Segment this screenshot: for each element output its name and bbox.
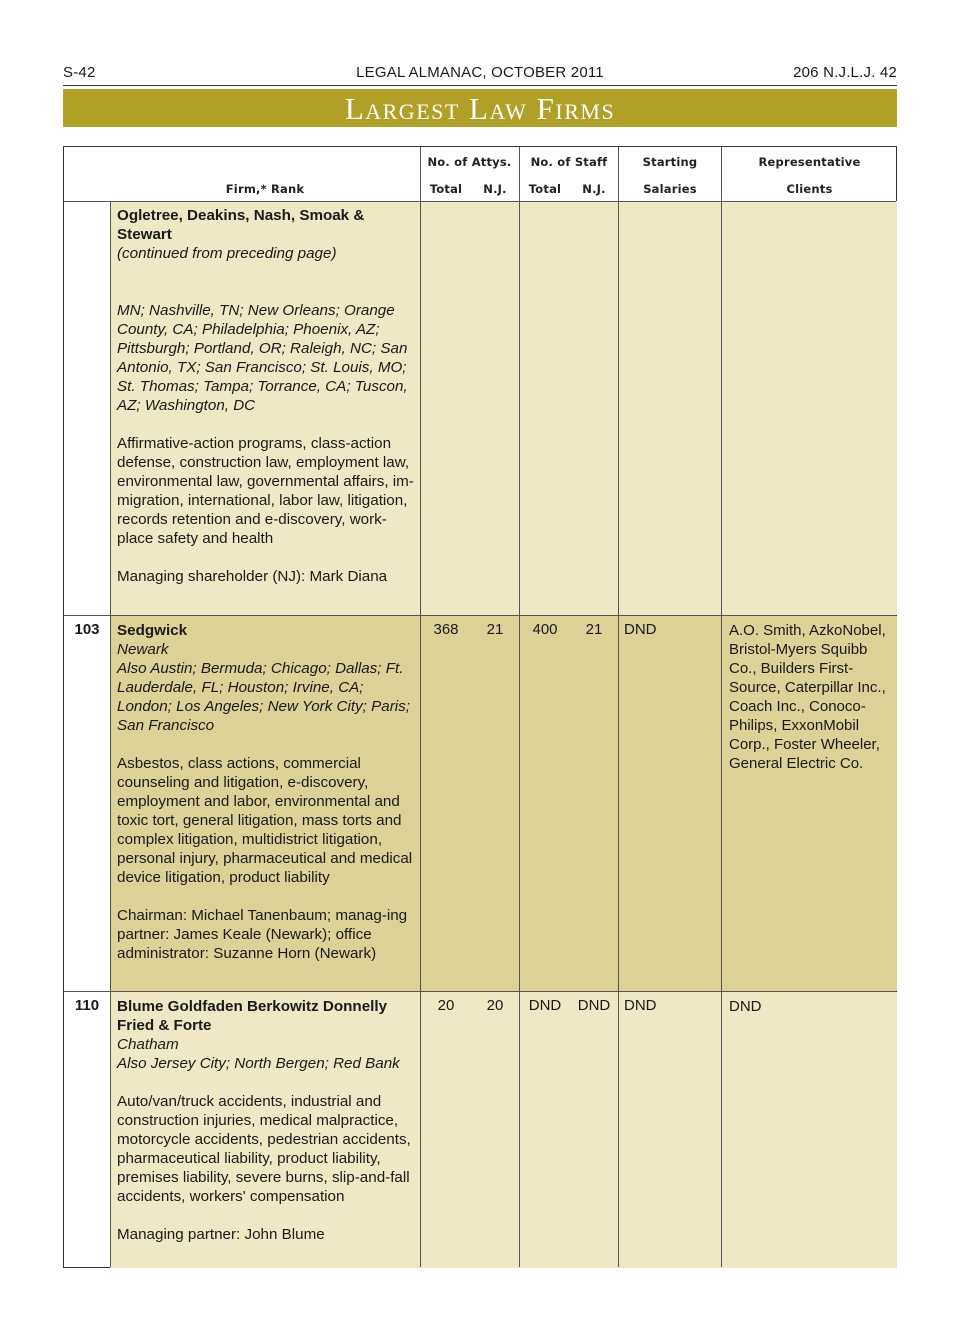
publication-title: LEGAL ALMANAC, OCTOBER 2011 [356, 64, 604, 81]
page-number-left: S-42 [63, 64, 96, 81]
col-divider [618, 147, 619, 1267]
staff-nj: 21 [585, 621, 603, 638]
firm-name: Ogletree, Deakins, Nash, Smoak & Stewart [117, 207, 365, 243]
attys-nj: 20 [486, 997, 504, 1014]
firm-offices: Also Jersey City; North Bergen; Red Bank [117, 1055, 400, 1072]
header-starting: Starting [642, 155, 698, 169]
header-attys-nj: N.J. [483, 182, 507, 196]
starting-salaries: DND [624, 997, 657, 1014]
row-divider [64, 615, 896, 616]
header-divider [64, 201, 896, 202]
firm-name: Blume Goldfaden Berkowitz Donnelly Fried & Forte [117, 998, 388, 1034]
row-divider [64, 991, 896, 992]
representative-clients: DND [729, 998, 762, 1015]
attys-total: 368 [433, 621, 459, 638]
header-firm-rank: Firm,* Rank [225, 182, 305, 196]
representative-clients: A.O. Smith, AzkoNobel, Bristol-Myers Squibb Co., Builders First-Source, Caterpillar Inc., Coach Inc., Conoco-Philips, ExxonMobil Corp., Foster Wheeler, General Electric Co. [729, 622, 886, 772]
header-rule [63, 85, 897, 86]
firm-headquarters: Chatham [117, 1036, 179, 1053]
firm-offices: MN; Nashville, TN; New Orleans; Orange County, CA; Philadelphia; Phoenix, AZ; Pittsburgh; Portland, OR; Raleigh, NC; San Antonio, TX; San Francisco; St. Louis, MO; St. Thomas; Tampa; Torrance, CA; Tuscon, AZ; Washington, DC [117, 302, 408, 414]
header-representative: Representative [758, 155, 861, 169]
firm-offices: Also Austin; Bermuda; Chicago; Dallas; Ft. Lauderdale, FL; Houston; Irvine, CA; London; Los Angeles; New York City; Paris; San Francisco [117, 660, 410, 734]
header-salaries: Salaries [643, 182, 697, 196]
firm-contacts: Managing shareholder (NJ): Mark Diana [117, 568, 388, 585]
firm-name: Sedgwick [117, 622, 188, 639]
firm-rank: 103 [74, 621, 100, 638]
header-staff-nj: N.J. [582, 182, 606, 196]
col-divider [519, 147, 520, 1267]
staff-total: 400 [532, 621, 558, 638]
attys-total: 20 [437, 997, 455, 1014]
page-number-right: 206 N.J.L.J. 42 [793, 64, 897, 81]
col-divider [721, 147, 722, 1267]
practice-areas: Affirmative-action programs, class-action defense, construction law, employment law, environmental law, governmental affairs, im-migration, international, labor law, litigation, records retention and e-discovery, work-place safety and health [117, 435, 414, 547]
practice-areas: Asbestos, class actions, commercial counseling and litigation, e-discovery, employment and labor, environmental and toxic tort, general litigation, mass torts and complex litigation, multidistrict litigation, personal injury, pharmaceutical and medical device litigation, product liability [117, 755, 413, 886]
firm-rank: 110 [74, 997, 100, 1014]
firm-headquarters: Newark [117, 641, 169, 658]
staff-nj: DND [577, 997, 611, 1014]
header-staff: No. of Staff [530, 155, 608, 169]
header-attys: No. of Attys. [427, 155, 512, 169]
running-header [63, 62, 897, 84]
firm-contacts: Managing partner: John Blume [117, 1226, 325, 1243]
col-divider [110, 201, 111, 1267]
section-banner: Largest Law Firms [63, 89, 897, 127]
attys-nj: 21 [486, 621, 504, 638]
col-divider [420, 147, 421, 1267]
firm-cell [117, 621, 419, 963]
header-attys-total: Total [429, 182, 463, 196]
practice-areas: Auto/van/truck accidents, industrial and construction injuries, medical malpractice, motorcycle accidents, pedestrian accidents, pharmaceutical liability, product liability, premises liability, severe burns, slip-and-fall accidents, workers' compensation [117, 1093, 411, 1205]
firm-contacts: Chairman: Michael Tanenbaum; manag-ing partner: James Keale (Newark); office administrator: Suzanne Horn (Newark) [117, 907, 408, 962]
firm-cell [117, 997, 419, 1244]
continued-note: (continued from preceding page) [117, 245, 337, 262]
firm-cell [117, 206, 419, 586]
starting-salaries: DND [624, 621, 657, 638]
header-staff-total: Total [528, 182, 562, 196]
header-clients: Clients [786, 182, 833, 196]
staff-total: DND [528, 997, 562, 1014]
firms-table [63, 146, 897, 1268]
